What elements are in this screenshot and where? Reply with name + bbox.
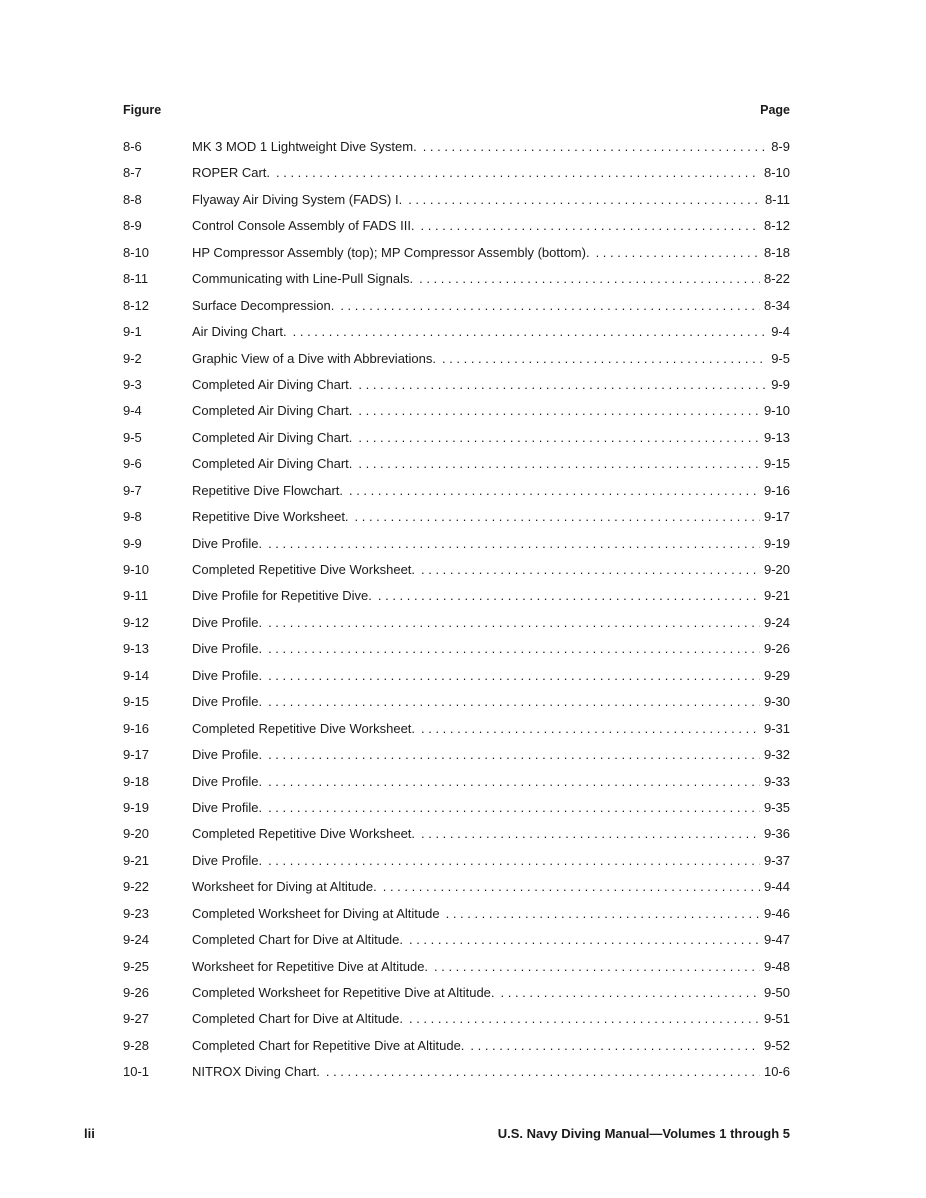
- dot-leader: [268, 610, 760, 636]
- figure-number: 8-10: [123, 244, 150, 260]
- dot-leader: [268, 636, 760, 662]
- dot-leader: [268, 531, 760, 557]
- dot-leader: [596, 240, 760, 266]
- figure-page-number: 9-35: [763, 799, 790, 815]
- figure-entry-row: [123, 874, 790, 900]
- figure-page-number: 8-34: [763, 297, 790, 313]
- figure-page-number: 9-15: [763, 456, 790, 472]
- figure-number: 9-9: [123, 535, 142, 551]
- figure-page-number: 8-12: [763, 218, 790, 234]
- figure-number: 8-7: [123, 165, 142, 181]
- dot-leader: [434, 954, 760, 980]
- figure-page-number: 8-22: [763, 271, 790, 287]
- figure-entry-row: [123, 160, 790, 186]
- figure-number: 9-3: [123, 376, 142, 392]
- figure-number: 8-9: [123, 218, 142, 234]
- figure-entry-row: [123, 451, 790, 477]
- figure-number: 9-8: [123, 509, 142, 525]
- figure-title: Completed Chart for Dive at Altitude.: [192, 1011, 403, 1027]
- figure-page-number: 9-50: [763, 985, 790, 1000]
- figure-title: HP Compressor Assembly (top); MP Compressor Assembly (bottom).: [192, 244, 590, 260]
- figure-page-number: 9-36: [763, 826, 790, 842]
- dot-leader: [358, 425, 760, 451]
- figure-number: 9-5: [123, 429, 142, 445]
- figure-number: 9-4: [123, 403, 142, 419]
- figure-title: Completed Repetitive Dive Worksheet.: [192, 562, 416, 577]
- figure-entry-row: [123, 795, 790, 821]
- figure-entry-row: [123, 213, 790, 239]
- figure-entry-row: [123, 583, 790, 609]
- figure-entry-row: [123, 1006, 790, 1032]
- figure-entry-row: [123, 848, 790, 874]
- figure-title: MK 3 MOD 1 Lightweight Dive System.: [192, 139, 417, 154]
- figure-entry-row: [123, 1033, 790, 1059]
- dot-leader: [421, 716, 760, 742]
- dot-leader: [358, 451, 760, 477]
- figure-title: Communicating with Line-Pull Signals.: [192, 271, 414, 287]
- figure-number: 8-8: [123, 191, 142, 207]
- dot-leader: [268, 663, 760, 689]
- figure-title: Dive Profile.: [192, 747, 263, 763]
- figure-page-number: 9-51: [763, 1011, 790, 1027]
- figure-page-number: 9-44: [763, 879, 790, 895]
- figure-page-number: 9-29: [763, 667, 790, 683]
- figure-entry-row: [123, 266, 790, 292]
- figure-number: 9-14: [123, 667, 150, 683]
- dot-leader: [423, 134, 768, 160]
- figure-title: Dive Profile.: [192, 694, 263, 710]
- figure-entry-row: [123, 901, 790, 927]
- dot-leader: [293, 319, 768, 345]
- figure-page-number: 9-46: [763, 905, 790, 921]
- figure-number: 9-12: [123, 614, 150, 630]
- figure-number: 9-25: [123, 958, 150, 974]
- dot-leader: [349, 478, 760, 504]
- figure-page-number: 9-30: [763, 694, 790, 710]
- figure-number: 9-17: [123, 747, 150, 763]
- figure-page-number: 9-16: [763, 482, 790, 498]
- page-footer: [84, 1126, 790, 1141]
- figure-entry-row: [123, 742, 790, 768]
- figure-title: Repetitive Dive Worksheet.: [192, 509, 349, 525]
- figure-entry-row: [123, 398, 790, 424]
- figure-title: Surface Decompression.: [192, 297, 335, 313]
- figure-page-number: 9-21: [763, 588, 790, 604]
- figure-page-number: 9-9: [771, 376, 790, 392]
- figure-entry-row: [123, 425, 790, 451]
- figure-number: 9-27: [123, 1011, 150, 1027]
- figure-entry-row: [123, 240, 790, 266]
- dot-leader: [383, 874, 760, 900]
- dot-leader: [409, 927, 760, 953]
- figure-entry-row: [123, 478, 790, 504]
- list-of-figures: [123, 103, 790, 1086]
- figure-number: 9-7: [123, 482, 142, 498]
- figure-number: 8-12: [123, 297, 150, 313]
- figure-page-number: 9-47: [763, 932, 790, 948]
- figure-number: 9-23: [123, 905, 150, 921]
- figure-number: 9-16: [123, 720, 150, 736]
- figure-title: Graphic View of a Dive with Abbreviations.: [192, 350, 436, 366]
- figure-number: 9-19: [123, 799, 150, 815]
- dot-leader: [358, 398, 760, 424]
- dot-leader: [340, 293, 760, 319]
- figure-entry-row: [123, 769, 790, 795]
- figure-title: ROPER Cart.: [192, 165, 271, 181]
- figure-number: 9-13: [123, 641, 150, 657]
- figure-entry-row: [123, 557, 790, 583]
- figure-title: Control Console Assembly of FADS III.: [192, 218, 415, 234]
- figure-page-number: 9-37: [763, 852, 790, 868]
- figure-entry-row: [123, 504, 790, 530]
- dot-leader: [268, 848, 760, 874]
- figure-entry-row: [123, 610, 790, 636]
- dot-leader: [268, 769, 760, 795]
- figure-page-number: 9-48: [763, 958, 790, 974]
- figure-page-number: 8-11: [764, 191, 790, 207]
- figure-page-number: 9-10: [763, 403, 790, 419]
- figure-title: Worksheet for Diving at Altitude.: [192, 879, 377, 895]
- figure-title: Air Diving Chart.: [192, 324, 287, 340]
- figure-number: 8-6: [123, 139, 142, 154]
- figure-entry-row: [123, 954, 790, 980]
- figure-title: Repetitive Dive Flowchart.: [192, 482, 343, 498]
- figure-number: 9-21: [123, 852, 150, 868]
- figure-number: 9-28: [123, 1037, 150, 1053]
- figure-page-number: 8-10: [763, 165, 790, 181]
- dot-leader: [470, 1033, 760, 1059]
- figure-title: Completed Chart for Repetitive Dive at Altitude.: [192, 1037, 465, 1053]
- figure-page-number: 8-9: [771, 139, 790, 154]
- figure-title: Dive Profile.: [192, 852, 263, 868]
- figure-number: 9-26: [123, 985, 150, 1000]
- figure-entry-row: [123, 372, 790, 398]
- figure-column-header: Figure: [123, 103, 162, 117]
- dot-leader: [326, 1059, 760, 1085]
- figure-title: Completed Air Diving Chart.: [192, 376, 353, 392]
- figure-entry-row: [123, 134, 790, 160]
- figure-page-number: 9-31: [763, 720, 790, 736]
- dot-leader: [268, 795, 760, 821]
- figure-entry-row: [123, 689, 790, 715]
- figure-title: Dive Profile.: [192, 641, 263, 657]
- figure-page-number: 9-5: [771, 350, 790, 366]
- figure-page-number: 9-13: [763, 429, 790, 445]
- figure-title: Completed Chart for Dive at Altitude.: [192, 932, 403, 948]
- figure-page-number: 9-19: [763, 535, 790, 551]
- figure-entry-row: [123, 663, 790, 689]
- dot-leader: [378, 583, 760, 609]
- figure-title: Worksheet for Repetitive Dive at Altitude.: [192, 958, 429, 974]
- dot-leader: [409, 1006, 760, 1032]
- figure-entry-row: [123, 927, 790, 953]
- figure-number: 9-22: [123, 879, 150, 895]
- dot-leader: [421, 557, 760, 583]
- figure-page-number: 9-26: [763, 641, 790, 657]
- dot-leader: [421, 821, 760, 847]
- dot-leader: [442, 346, 767, 372]
- dot-leader: [268, 742, 760, 768]
- figure-title: Dive Profile.: [192, 535, 263, 551]
- figure-title: Completed Repetitive Dive Worksheet.: [192, 826, 416, 842]
- figure-title: Completed Air Diving Chart.: [192, 456, 353, 472]
- manual-title: U.S. Navy Diving Manual—Volumes 1 through 5: [497, 1126, 790, 1141]
- dot-leader: [421, 213, 760, 239]
- figure-title: Completed Worksheet for Repetitive Dive at Altitude.: [192, 985, 495, 1000]
- dot-leader: [408, 187, 761, 213]
- figure-page-number: 9-33: [763, 773, 790, 789]
- dot-leader: [268, 689, 760, 715]
- figure-entry-row: [123, 319, 790, 345]
- dot-leader: [446, 901, 760, 927]
- figure-number: 9-6: [123, 456, 142, 472]
- figure-number: 9-15: [123, 694, 150, 710]
- dot-leader: [419, 266, 760, 292]
- figure-number: 9-24: [123, 932, 150, 948]
- figure-entry-row: [123, 187, 790, 213]
- figure-title: Dive Profile.: [192, 799, 263, 815]
- figure-title: Dive Profile.: [192, 667, 263, 683]
- figure-page-number: 9-52: [763, 1037, 790, 1053]
- figure-entry-row: [123, 293, 790, 319]
- figure-entry-row: [123, 716, 790, 742]
- dot-leader: [358, 372, 767, 398]
- figure-page-number: 10-6: [763, 1064, 790, 1080]
- column-header-row: [123, 103, 790, 117]
- figure-number: 9-11: [123, 588, 149, 604]
- page-column-header: Page: [760, 103, 790, 117]
- figure-title: Dive Profile.: [192, 614, 263, 630]
- figure-entry-row: [123, 531, 790, 557]
- figure-number: 9-18: [123, 773, 150, 789]
- figure-title: Dive Profile for Repetitive Dive.: [192, 588, 372, 604]
- figure-page-number: 8-18: [763, 244, 790, 260]
- dot-leader: [276, 160, 760, 186]
- figure-entry-row: [123, 636, 790, 662]
- figure-page-number: 9-17: [763, 509, 790, 525]
- figure-title: Completed Air Diving Chart.: [192, 403, 353, 419]
- figure-entry-row: [123, 346, 790, 372]
- figure-number: 9-2: [123, 350, 142, 366]
- figure-number: 9-10: [123, 562, 150, 577]
- dot-leader: [501, 980, 760, 1006]
- figure-number: 8-11: [123, 271, 149, 287]
- figure-title: Completed Air Diving Chart.: [192, 429, 353, 445]
- figure-page-number: 9-20: [763, 562, 790, 577]
- figure-entry-row: [123, 1059, 790, 1085]
- figure-title: NITROX Diving Chart.: [192, 1064, 320, 1080]
- figure-number: 9-20: [123, 826, 150, 842]
- figure-title: Completed Repetitive Dive Worksheet.: [192, 720, 416, 736]
- figure-list: [123, 134, 790, 1086]
- figure-title: Flyaway Air Diving System (FADS) I.: [192, 191, 403, 207]
- figure-number: 10-1: [123, 1064, 150, 1080]
- figure-number: 9-1: [123, 324, 142, 340]
- figure-entry-row: [123, 980, 790, 1006]
- dot-leader: [355, 504, 760, 530]
- figure-page-number: 9-4: [771, 324, 790, 340]
- page-number: lii: [84, 1126, 95, 1141]
- figure-title: Dive Profile.: [192, 773, 263, 789]
- figure-page-number: 9-24: [763, 614, 790, 630]
- figure-title: Completed Worksheet for Diving at Altitude: [192, 905, 440, 921]
- figure-page-number: 9-32: [763, 747, 790, 763]
- figure-entry-row: [123, 821, 790, 847]
